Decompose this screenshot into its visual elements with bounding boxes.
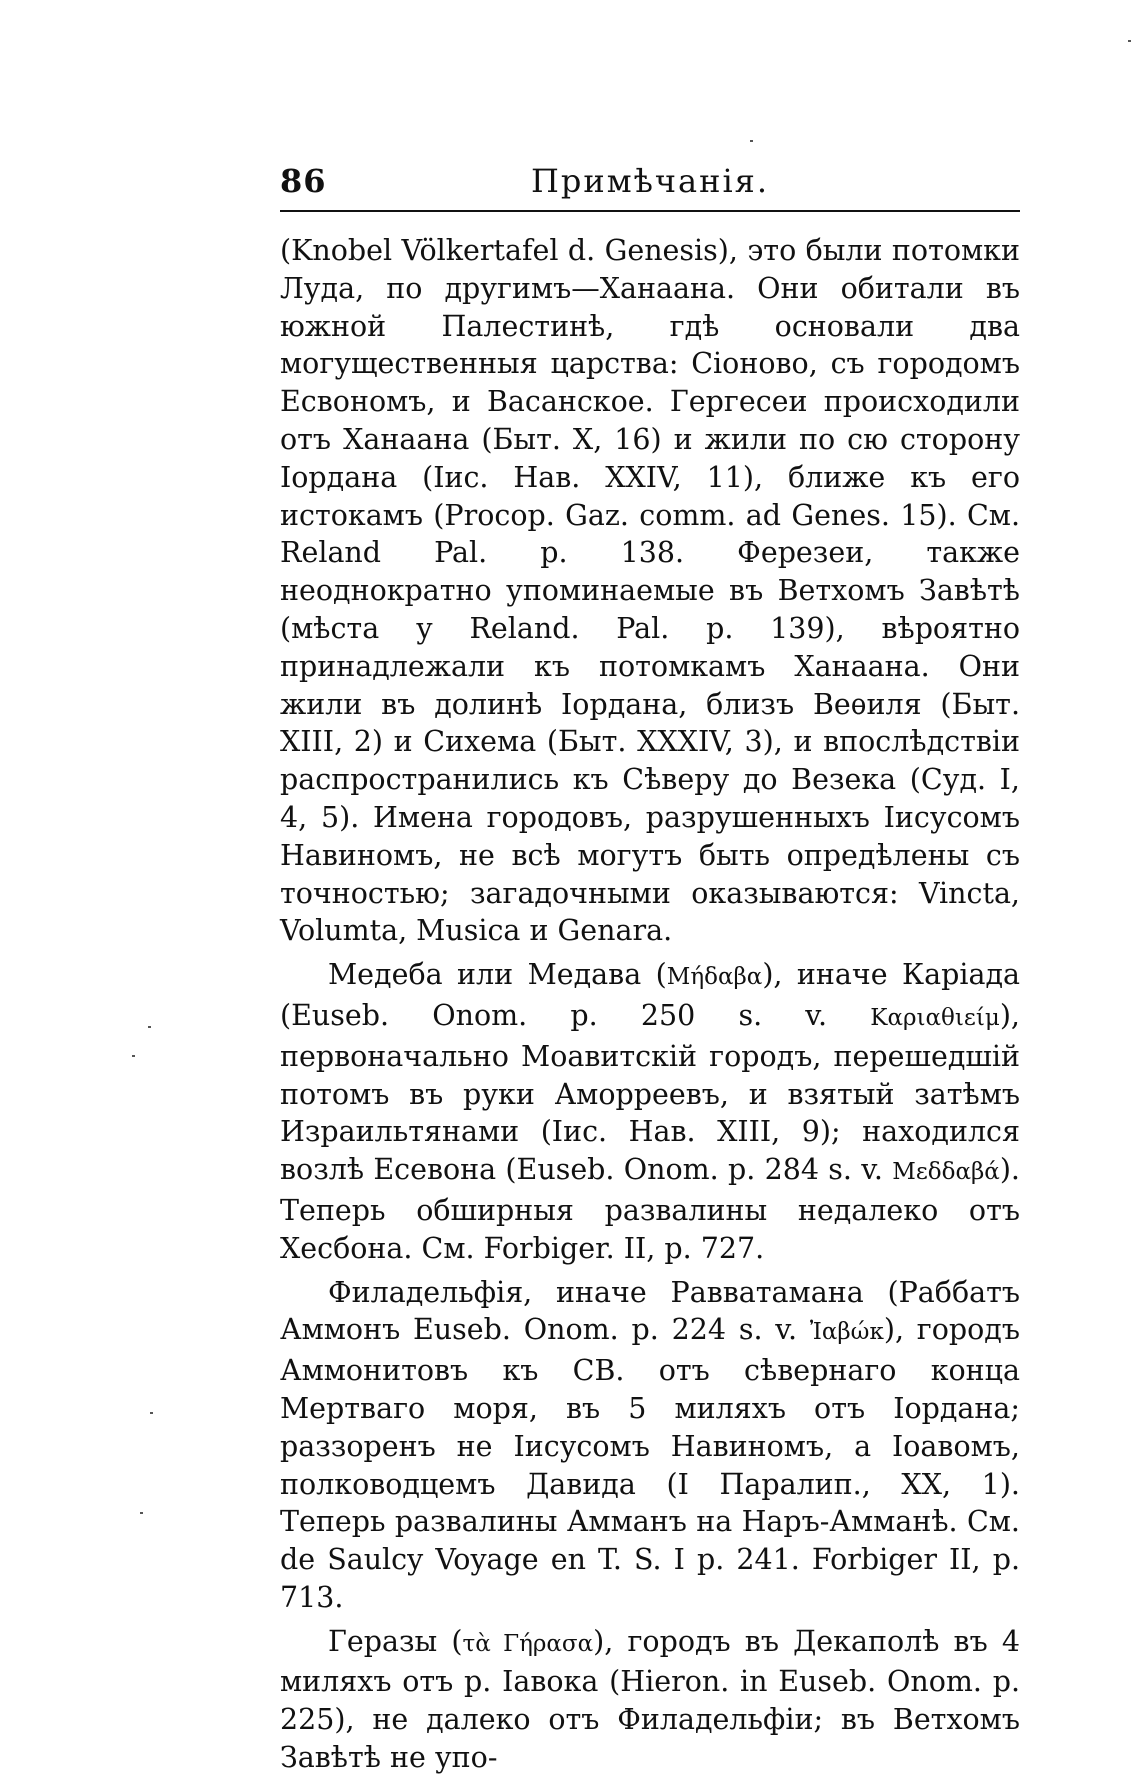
scan-speck bbox=[750, 140, 753, 142]
greek-term: Ἰαβώκ bbox=[809, 1319, 884, 1346]
text-run: ), иначе Каріада (Euseb. Onom. p. 250 s. v. bbox=[280, 958, 1020, 1032]
greek-term: τὰ Γήρασα bbox=[462, 1630, 594, 1657]
text-run: Медеба или Медава ( bbox=[328, 958, 667, 992]
text-run: Филадельфія, иначе Равватамана (Раббатъ Аммонъ Euseb. Onom. p. 224 s. v. bbox=[280, 1275, 1020, 1347]
scan-speck bbox=[1128, 40, 1131, 42]
running-title: Примѣчанія. bbox=[530, 162, 770, 200]
paragraph-philadelphia bbox=[280, 1274, 1020, 1617]
greek-term: Μεδδαβά bbox=[892, 1159, 1000, 1186]
body-text bbox=[280, 232, 1020, 1777]
page-header bbox=[280, 162, 1020, 210]
text-run: ). Теперь обширныя развалины недалеко отъ Хесбона. См. Forbiger. II, p. 727. bbox=[280, 1153, 1020, 1265]
paragraph-gerasa bbox=[280, 1623, 1020, 1777]
text-run: ), городъ Аммонитовъ къ СВ. отъ сѣвернаго конца Мертваго моря, въ 5 миляхъ отъ Іордана; раззоренъ не Іисусомъ Навиномъ, а Іоавомъ, полководцемъ Давида (I Паралип., XX, 1). Теперь развалины Амманъ на Наръ-Амманѣ. См. de Saulcy Voyage en T. S. I p. 241. Forbiger II, p. 713. bbox=[280, 1313, 1020, 1614]
paragraph-knobel: (Knobel Völkertafel d. Genesis), это были потомки Луда, по другимъ—Ханаана. Они обитали въ южной Палестинѣ, гдѣ основали два могущественныя царства: Сіоново, съ городомъ Есвономъ, и Васанское. Гергесеи происходили отъ Ханаана (Быт. X, 16) и жили по сю сторону Іордана (Іис. Нав. XXIV, 11), ближе къ его истокамъ (Procop. Gaz. comm. ad Genes. 15). См. Reland Pal. p. 138. Ферезеи, также неоднократно упоминаемые въ Ветхомъ Завѣтѣ (мѣста у Reland. Pal. p. 139), вѣроятно принадлежали къ потомкамъ Ханаана. Они жили въ долинѣ Іордана, близъ Веѳиля (Быт. XIII, 2) и Сихема (Быт. XXXIV, 3), и впослѣдствіи распространились къ Сѣверу до Везека (Суд. I, 4, 5). Имена городовъ, разрушенныхъ Іисусомъ Навиномъ, не всѣ могутъ быть опредѣлены съ точностью; загадочными оказываются: Vincta, Volumta, Musica и Genara. bbox=[280, 234, 1020, 948]
header-rule bbox=[280, 210, 1020, 212]
scan-speck bbox=[140, 1512, 143, 1514]
text-run: ), городъ въ Декаполѣ въ 4 миляхъ отъ р. Іавока (Hieron. in Euseb. Onom. p. 225), не далеко отъ Филадельфіи; въ Ветхомъ Завѣтѣ не упо- bbox=[280, 1624, 1021, 1775]
page-number: 86 bbox=[280, 162, 327, 200]
scan-speck bbox=[150, 1412, 153, 1414]
greek-term: Μήδαβα bbox=[666, 964, 763, 991]
paragraph-medeba bbox=[280, 956, 1020, 1267]
scan-speck bbox=[132, 1055, 135, 1057]
greek-term: Καριαθιείμ bbox=[870, 1004, 1000, 1031]
text-run: Геразы ( bbox=[328, 1624, 463, 1658]
scan-speck bbox=[148, 1026, 151, 1028]
text-run: ), первоначально Моавитскій городъ, перешедшій потомъ въ руки Аморреевъ, и взятый затѣмъ Израильтянами (Іис. Нав. XIII, 9); находился возлѣ Есевона (Euseb. Onom. p. 284 s. v. bbox=[280, 998, 1020, 1187]
